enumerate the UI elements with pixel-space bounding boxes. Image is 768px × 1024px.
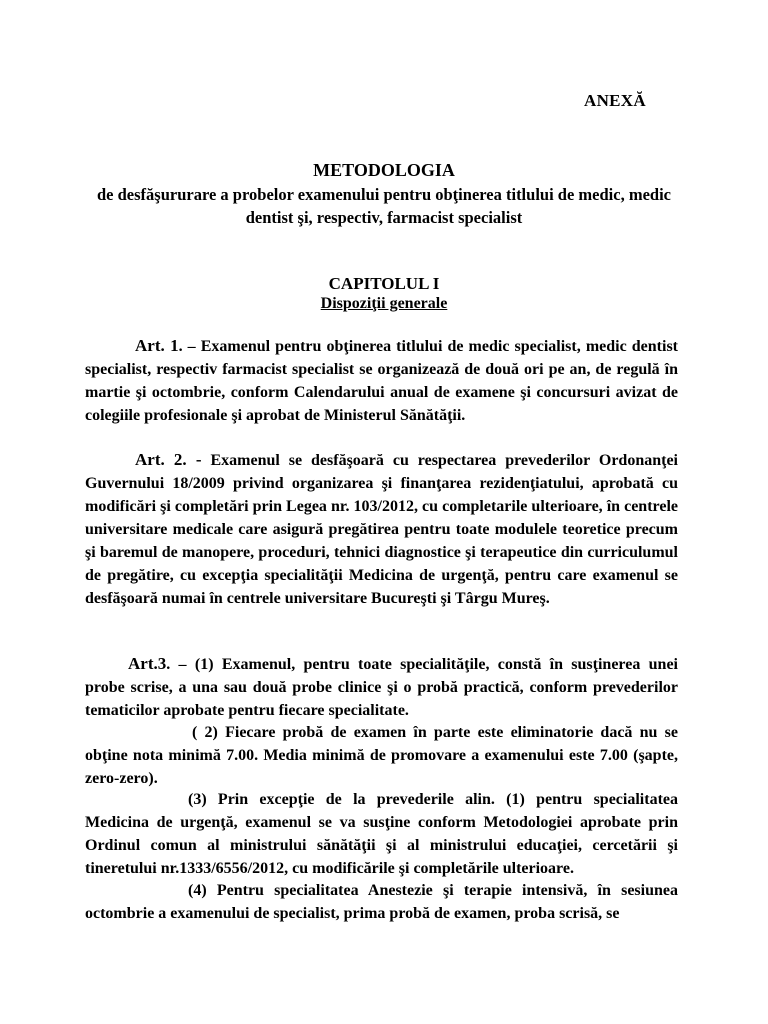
article-1-text: . – Examenul pentru obţinerea titlului de medic specialist, medic dentist specialist, respectiv farmacist specialist se organizează de două ori pe an, de regulă în martie şi octombrie, conform Calendarului anual de examene şi concursuri avizat de colegiile profesionale şi aprobat de Ministerul Sănătăţii. <box>85 338 679 424</box>
article-2 <box>85 448 678 610</box>
article-3-paragraph-2: ( 2) Fiecare probă de examen în parte este eliminatorie dacă nu se obţine nota minimă 7.00. Media minimă de promovare a examenului este 7.00 (şapte, zero-zero). <box>85 724 678 787</box>
article-3-text-1: . – (1) Examenul, pentru toate specialităţile, constă în susţinerea unei probe scrise, a una sau două probe clinice şi o probă practică, conform prevederilor tematicilor aprobate pentru fiecare specialitate. <box>85 656 678 719</box>
article-3-label: Art.3 <box>128 654 167 673</box>
article-3-paragraph-4: (4) Pentru specialitatea Anestezie şi terapie intensivă, în sesiunea octombrie a examenului de specialist, prima probă de examen, proba scrisă, se <box>85 882 678 922</box>
article-3-paragraph-1 <box>85 652 678 722</box>
article-3-paragraph-3: (3) Prin excepţie de la prevederile alin. (1) pentru specialitatea Medicina de urgenţă, examenul se va susţine conform Metodologiei aprobate prin Ordinul comun al ministrului sănătăţii şi al ministrului educaţiei, cercetării şi tineretului nr.1333/6556/2012, cu modificările şi completările ulterioare. <box>85 791 678 877</box>
annex-label: ANEXĂ <box>584 91 646 110</box>
article-2-label: Art. 2. - <box>135 450 202 469</box>
chapter-subtitle: Dispoziţii generale <box>320 295 448 312</box>
article-1-label: Art. 1 <box>135 336 179 355</box>
article-2-text: Examenul se desfăşoară cu respectarea prevederilor Ordonanţei Guvernului 18/2009 privind organizarea şi finanţarea rezidenţiatului, aprobată cu modificări şi completări prin Legea nr. 103/2012, cu completarile ulterioare, în centrele universitare medicale care asigură pregătirea pentru toate modulele teoretice precum şi baremul de manopere, proceduri, tehnici diagnostice şi terapeutice din curriculumul de pregătire, cu excepţia specialităţii Medicina de urgenţă, pentru care examenul se desfăşoară numai în centrele universitare Bucureşti şi Târgu Mureş. <box>85 452 678 607</box>
document-subtitle: de desfăşururare a probelor examenului pentru obţinerea titlului de medic, medic dentist şi, respectiv, farmacist specialist <box>97 185 671 227</box>
article-1 <box>85 334 678 427</box>
chapter-heading: CAPITOLUL I <box>328 274 440 293</box>
document-title: METODOLOGIA <box>313 160 455 180</box>
